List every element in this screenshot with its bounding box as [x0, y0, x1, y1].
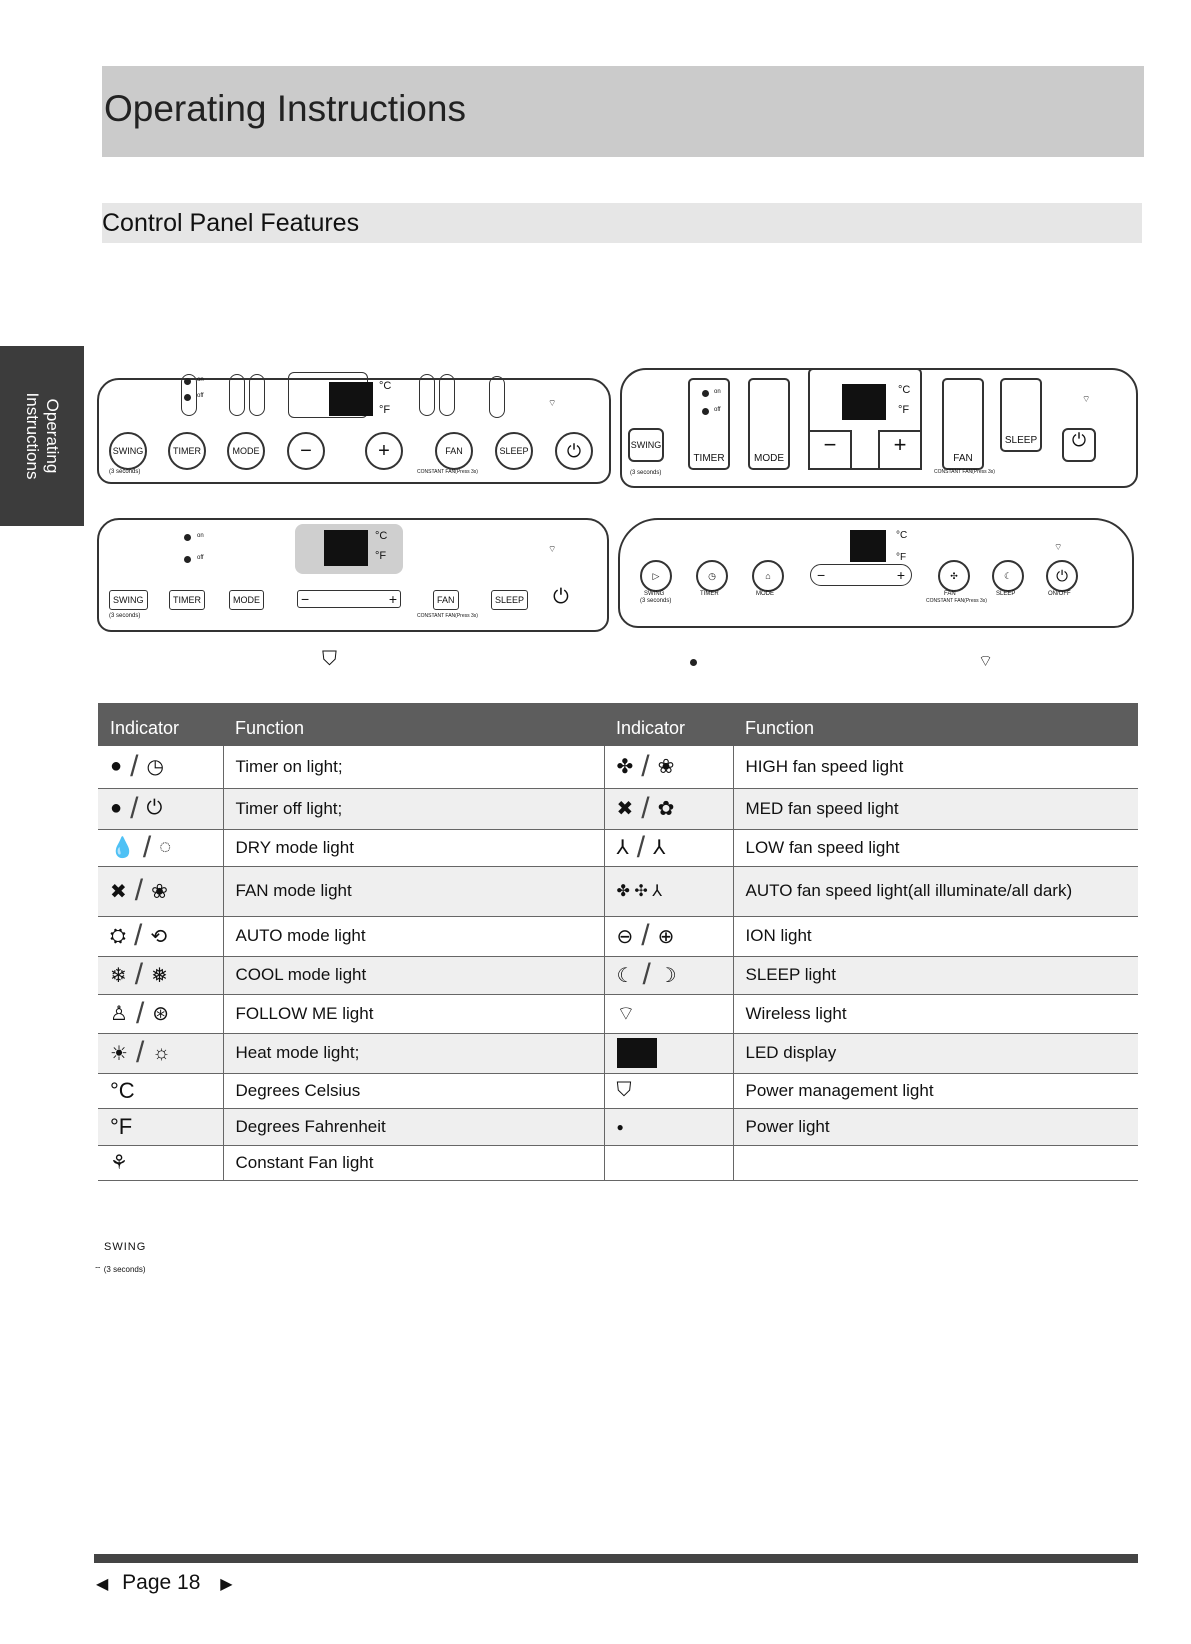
- wifi-icon: ⌔: [548, 398, 557, 408]
- swing-seconds-label: (3 seconds): [109, 613, 141, 619]
- table-row: ● / ◷ Timer on light; ✤ / ❀ HIGH fan speed light: [98, 746, 1138, 788]
- fahrenheit-label: °F: [896, 552, 907, 563]
- moon-icon: ☾: [616, 964, 635, 987]
- fan-button[interactable]: FAN: [435, 432, 473, 470]
- plus-button[interactable]: +: [896, 567, 905, 583]
- function-cell: ION light: [733, 916, 1138, 956]
- prev-page-icon[interactable]: ◀: [96, 1576, 109, 1593]
- function-cell: COOL mode light: [223, 956, 604, 994]
- wifi-icon: ⌔: [548, 544, 557, 554]
- timer-on-dot: [702, 390, 709, 397]
- auto-mode-outline-icon: ⟲: [150, 925, 168, 948]
- table-row: 💧 / ◌ DRY mode light ⅄ / ⅄ LOW fan speed light: [98, 829, 1138, 866]
- timer-off-dot: [184, 556, 191, 563]
- constant-fan-label: CONSTANT FAN(Press 3s): [926, 598, 987, 604]
- wifi-icon: ⌔: [1082, 394, 1091, 404]
- temperature-adjust[interactable]: [810, 564, 912, 586]
- plus-button[interactable]: +: [365, 432, 403, 470]
- swing-note-label: SWING: [104, 1241, 147, 1253]
- led-display: [324, 530, 368, 566]
- side-tab-label: Operating Instructions: [23, 392, 62, 480]
- power-icon: ⏻: [1056, 567, 1068, 585]
- fahrenheit-icon: °F: [110, 1113, 133, 1139]
- snowflake-icon: ❄: [110, 964, 127, 987]
- celsius-label: °C: [375, 530, 388, 542]
- fahrenheit-label: °F: [375, 550, 387, 562]
- timer-button[interactable]: [696, 560, 728, 592]
- constant-fan-icon: ⚘: [110, 1152, 128, 1174]
- swing-button[interactable]: SWING: [109, 590, 148, 610]
- swing-button[interactable]: [640, 560, 672, 592]
- power-light-icon: ●: [616, 1119, 624, 1134]
- page-nav: [96, 1571, 233, 1595]
- play-icon: ▷: [652, 570, 660, 581]
- constant-fan-label: CONSTANT FAN(Press 3s): [934, 469, 995, 475]
- fan-icon: ✣: [950, 570, 958, 581]
- sleep-label: SLEEP: [996, 591, 1016, 597]
- person-icon: ♙: [110, 1003, 128, 1025]
- timer-on-label: on: [197, 377, 204, 383]
- power-icon: ⏻: [566, 440, 582, 461]
- swing-seconds-label: (3 seconds): [630, 470, 662, 476]
- function-cell: FAN mode light: [223, 866, 604, 916]
- table-row: [98, 1073, 1138, 1108]
- mode-pill-1: [229, 374, 245, 416]
- timer-on-label: on: [197, 533, 204, 539]
- led-display-swatch: [617, 1038, 657, 1068]
- sun-outline-icon: ☼: [152, 1041, 171, 1064]
- minus-button[interactable]: −: [817, 567, 826, 583]
- onoff-label: ON/OFF: [1048, 591, 1071, 597]
- sleep-button[interactable]: SLEEP: [491, 590, 528, 610]
- timer-on-dot: [184, 378, 191, 385]
- power-button[interactable]: [553, 586, 569, 609]
- wifi-icon: ⌔: [94, 1265, 104, 1274]
- constant-fan-label: CONSTANT FAN(Press 3s): [417, 613, 478, 619]
- sleep-pill: [489, 376, 505, 418]
- timer-off-label: off: [197, 393, 204, 399]
- led-display: [850, 530, 886, 562]
- function-cell: Wireless light: [733, 994, 1138, 1033]
- control-panel-3: [97, 518, 609, 632]
- clock-icon: ◷: [708, 570, 716, 581]
- mode-button[interactable]: [752, 560, 784, 592]
- led-display: [842, 384, 886, 420]
- mode-label: MODE: [756, 591, 774, 597]
- moon-icon: ☾: [1003, 570, 1013, 581]
- next-page-icon[interactable]: ▶: [220, 1576, 233, 1593]
- footer-divider: [94, 1554, 1138, 1563]
- fahrenheit-label: °F: [898, 404, 910, 416]
- timer-button[interactable]: TIMER: [168, 432, 206, 470]
- ion-icon: ⊖: [616, 925, 634, 948]
- plus-button[interactable]: +: [878, 430, 922, 470]
- fan-pill-1: [419, 374, 435, 416]
- timer-off-dot: [702, 408, 709, 415]
- power-icon: ⏻: [1071, 430, 1087, 450]
- control-panel-4: [618, 518, 1134, 628]
- function-cell: MED fan speed light: [733, 788, 1138, 829]
- function-cell: Power management light: [733, 1073, 1138, 1108]
- timer-label: TIMER: [700, 591, 719, 597]
- drop-outline-icon: ◌: [159, 836, 172, 858]
- function-cell: Constant Fan light: [223, 1145, 604, 1180]
- power-off-icon: ⏻: [146, 797, 163, 819]
- sun-icon: ☀: [110, 1042, 128, 1065]
- page-number: Page 18: [122, 1571, 201, 1594]
- table-row: ⛭ / ⟲ AUTO mode light ⊖ / ⊕ ION light: [98, 916, 1138, 956]
- header-indicator-2: Indicator: [604, 703, 733, 746]
- side-tab[interactable]: [0, 346, 84, 526]
- function-cell: SLEEP light: [733, 956, 1138, 994]
- ion-outline-icon: ⊕: [657, 925, 675, 948]
- table-row: [98, 1145, 1138, 1180]
- celsius-label: °C: [379, 380, 392, 392]
- function-cell: HIGH fan speed light: [733, 746, 1138, 788]
- timer-button[interactable]: on off TIMER: [688, 378, 730, 470]
- fan-high-icon: ✤: [616, 756, 634, 779]
- mode-button[interactable]: MODE: [748, 378, 790, 470]
- fan-auto-icons: ✤ ✣ ⅄: [616, 883, 662, 900]
- sleep-button[interactable]: SLEEP: [1000, 378, 1042, 452]
- timer-off-label: off: [197, 555, 204, 561]
- swing-label: SWING: [644, 591, 665, 597]
- fahrenheit-label: °F: [379, 404, 391, 416]
- function-cell: Timer on light;: [223, 746, 604, 788]
- timer-on-icon: ●: [110, 755, 123, 778]
- power-button[interactable]: [1046, 560, 1078, 592]
- timer-off-dot: [184, 394, 191, 401]
- house-icon: ⌂: [765, 571, 771, 581]
- celsius-icon: °C: [110, 1077, 135, 1103]
- timer-off-icon: ●: [110, 797, 123, 819]
- function-cell: AUTO mode light: [223, 916, 604, 956]
- mode-button[interactable]: MODE: [229, 590, 264, 610]
- timer-button[interactable]: TIMER: [169, 590, 205, 610]
- wifi-icon: ⌔: [978, 653, 994, 670]
- snowflake-outline-icon: ❅: [151, 964, 168, 987]
- wifi-icon: ⌔: [616, 1003, 636, 1025]
- fan-med-icon: ✖: [616, 798, 634, 820]
- fan-button[interactable]: FAN: [433, 590, 459, 610]
- function-cell: DRY mode light: [223, 829, 604, 866]
- page-title: Operating Instructions: [104, 88, 466, 129]
- minus-button[interactable]: −: [808, 430, 852, 470]
- function-cell: AUTO fan speed light(all illuminate/all dark): [733, 866, 1138, 916]
- function-cell: [733, 1145, 1138, 1180]
- fan-low-outline-icon: ⅄: [653, 837, 666, 859]
- drop-icon: 💧: [110, 837, 135, 859]
- power-button[interactable]: [1062, 428, 1096, 462]
- sleep-button[interactable]: [992, 560, 1024, 592]
- fan-button[interactable]: FAN: [942, 378, 984, 470]
- section-title: Control Panel Features: [102, 209, 360, 237]
- timer-off-label: off: [714, 407, 721, 413]
- function-cell: LED display: [733, 1033, 1138, 1073]
- timer-on-dot: [184, 534, 191, 541]
- minus-button[interactable]: −: [287, 432, 325, 470]
- clock-icon: ◷: [146, 756, 164, 779]
- constant-fan-label: CONSTANT FAN(Press 3s): [417, 469, 478, 475]
- indicator-table: [98, 703, 1138, 1181]
- function-cell: LOW fan speed light: [733, 829, 1138, 866]
- control-panel-2: [620, 368, 1138, 488]
- control-panel-1: [97, 378, 611, 484]
- fan-low-icon: ⅄: [616, 837, 629, 859]
- subtitle-bar: [102, 203, 1142, 243]
- power-management-icon: ⛉: [616, 1079, 632, 1101]
- fan-high-outline-icon: ❀: [657, 756, 675, 779]
- table-row: ● / ⏻ Timer off light; ✖ / ✿ MED fan speed light: [98, 788, 1138, 829]
- function-cell: Heat mode light;: [223, 1033, 604, 1073]
- function-cell: Power light: [733, 1108, 1138, 1145]
- title-bar: [102, 66, 1144, 157]
- person-circle-icon: ⊛: [152, 1003, 170, 1025]
- header-function-1: Function: [223, 703, 604, 746]
- minus-button[interactable]: −: [301, 591, 310, 607]
- fan-button[interactable]: [938, 560, 970, 592]
- swing-button[interactable]: SWING: [628, 428, 664, 462]
- moon-outline-icon: ☽: [658, 964, 677, 987]
- fan-pill-2: [439, 374, 455, 416]
- fan-mode-icon: ✖: [110, 880, 127, 903]
- fan-mode-outline-icon: ❀: [151, 880, 168, 903]
- table-row: ♙ / ⊛ FOLLOW ME light ⌔ Wireless light: [98, 994, 1138, 1033]
- auto-mode-icon: ⛭: [110, 924, 126, 947]
- header-indicator-1: Indicator: [98, 703, 223, 746]
- celsius-label: °C: [898, 384, 911, 396]
- table-row: ❄ / ❅ COOL mode light ☾ / ☽ SLEEP light: [98, 956, 1138, 994]
- swing-button[interactable]: SWING: [109, 432, 147, 470]
- led-display: [329, 382, 373, 416]
- function-cell: FOLLOW ME light: [223, 994, 604, 1033]
- table-header: [98, 703, 1138, 746]
- temperature-adjust[interactable]: [297, 590, 401, 608]
- fan-label: FAN: [944, 591, 956, 597]
- wifi-icon: ⌔: [1054, 542, 1063, 552]
- function-cell: Timer off light;: [223, 788, 604, 829]
- celsius-label: °C: [896, 530, 908, 541]
- function-cell: Degrees Celsius: [223, 1073, 604, 1108]
- sleep-button[interactable]: SLEEP: [495, 432, 533, 470]
- power-management-icon: ⛉: [322, 648, 337, 670]
- mode-button[interactable]: MODE: [227, 432, 265, 470]
- power-light-dot: [690, 659, 697, 666]
- swing-seconds-label: (3 seconds): [640, 598, 672, 604]
- function-cell: Degrees Fahrenheit: [223, 1108, 604, 1145]
- power-icon: ⏻: [553, 586, 569, 608]
- swing-seconds-label: (3 seconds): [109, 469, 141, 475]
- header-function-2: Function: [733, 703, 1138, 746]
- timer-on-label: on: [714, 389, 721, 395]
- power-button[interactable]: [555, 432, 593, 470]
- fan-med-outline-icon: ✿: [657, 798, 675, 820]
- plus-button[interactable]: +: [388, 591, 397, 607]
- table-row: [98, 1108, 1138, 1145]
- mode-pill-2: [249, 374, 265, 416]
- swing-note-seconds: ⌔ (3 seconds): [94, 1265, 146, 1274]
- table-row: ☀ / ☼ Heat mode light; LED display: [98, 1033, 1138, 1073]
- table-row: ✖ / ❀ FAN mode light ✤ ✣ ⅄ AUTO fan speed light(all illuminate/all dark): [98, 866, 1138, 916]
